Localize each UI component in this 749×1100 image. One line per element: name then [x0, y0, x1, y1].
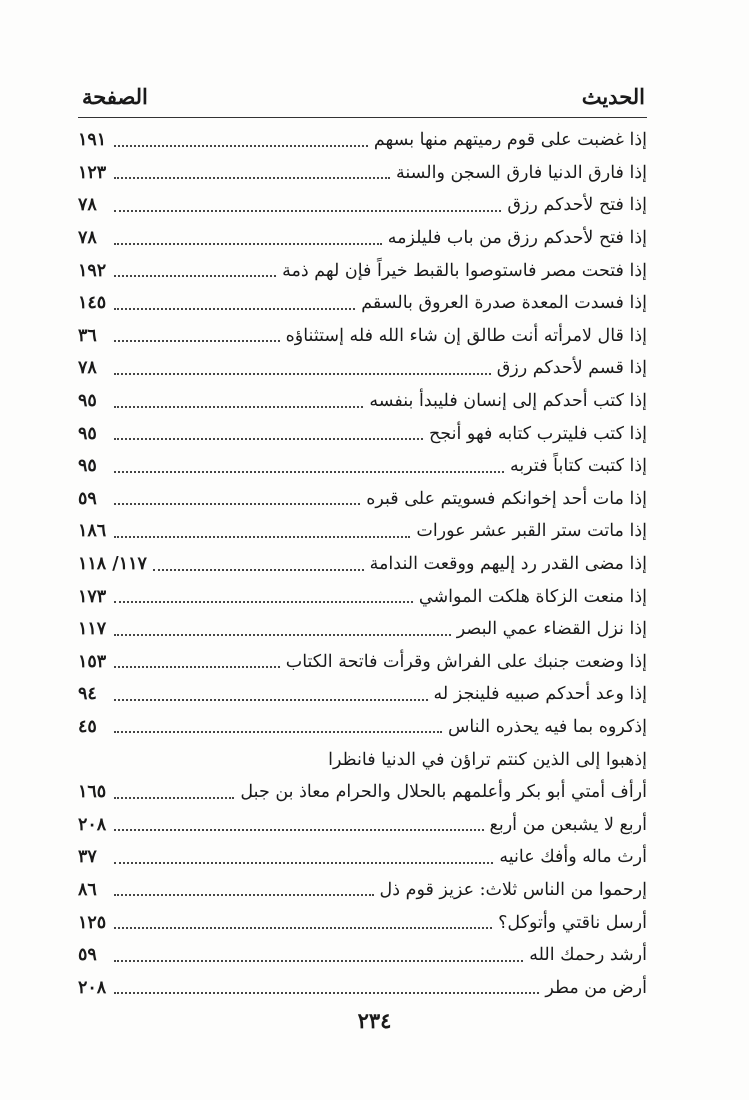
- page-reference: ١٦٥: [78, 782, 107, 803]
- dot-leader: [114, 242, 382, 245]
- dot-leader: [114, 893, 374, 896]
- dot-leader: [114, 698, 428, 701]
- dot-leader: [114, 144, 368, 147]
- page-column-header: الصفحة: [82, 84, 148, 109]
- page-number: ٢٣٤: [357, 1008, 392, 1033]
- dot-leader: [153, 568, 364, 571]
- page-reference: ١٧٣: [78, 586, 107, 607]
- hadith-text: إذا فتح لأحدكم رزق من باب فليلزمه: [387, 228, 647, 249]
- page-reference: ١٩١: [78, 130, 107, 151]
- dot-leader: [114, 372, 491, 375]
- page-reference: ٧٨: [78, 358, 97, 379]
- dot-leader: [114, 535, 410, 538]
- hadith-text: إذكروه بما فيه يحذره الناس: [447, 716, 647, 737]
- index-entry: [78, 776, 647, 809]
- hadith-column-header: الحديث: [581, 84, 645, 109]
- hadith-text: إذا كتب فليترب كتابه فهو أنجح: [429, 423, 647, 444]
- hadith-text: إذا نزل القضاء عمي البصر: [456, 619, 647, 640]
- hadith-index-list: [78, 124, 647, 1004]
- hadith-text: إذا ماتت ستر القبر عشر عورات: [416, 521, 647, 542]
- index-entry: [78, 385, 647, 418]
- index-entry: [78, 222, 647, 255]
- hadith-text: إذا فتح لأحدكم رزق: [507, 195, 647, 216]
- page-reference: ١٩٢: [78, 260, 107, 281]
- page-reference: ٧٨: [78, 195, 97, 216]
- index-entry: [78, 254, 647, 287]
- hadith-text: إذا منعت الزكاة هلكت المواشي: [418, 586, 647, 607]
- index-entry: [78, 580, 647, 613]
- index-entry: [78, 646, 647, 679]
- hadith-text: إذا فارق الدنيا فارق السجن والسنة: [396, 162, 647, 183]
- dot-leader: [114, 991, 539, 994]
- page-reference: ٩٥: [78, 391, 97, 412]
- index-entry: [78, 189, 647, 222]
- index-entry: [78, 874, 647, 907]
- page-reference: ١٢٥: [78, 912, 107, 933]
- hadith-text: إرحموا من الناس ثلاث: عزيز قوم ذل: [379, 879, 647, 900]
- dot-leader: [114, 959, 523, 962]
- dot-leader: [114, 796, 234, 799]
- index-entry: [78, 157, 647, 190]
- dot-leader: [114, 764, 322, 765]
- dot-leader: [114, 339, 280, 342]
- index-entry: [78, 678, 647, 711]
- hadith-text: أرشد رحمك الله: [529, 945, 647, 966]
- hadith-text: أرسل ناقتي وأتوكل؟: [498, 912, 647, 933]
- index-entry: [78, 450, 647, 483]
- hadith-text: إذا وعد أحدكم صبيه فلينجز له: [433, 684, 647, 705]
- dot-leader: [114, 730, 442, 733]
- index-entry: [78, 320, 647, 353]
- hadith-text: إذا قال لامرأته أنت طالق إن شاء الله فله إستثناؤه: [285, 325, 647, 346]
- header-divider: [78, 117, 647, 118]
- index-entry: [78, 841, 647, 874]
- hadith-text: إذا قسم لأحدكم رزق: [496, 358, 647, 379]
- dot-leader: [114, 437, 423, 440]
- page-reference: ٩٤: [78, 684, 97, 705]
- index-entry: [78, 417, 647, 450]
- page-reference: ٣٧: [78, 847, 97, 868]
- hadith-text: إذا مضى القدر رد إليهم ووقعت الندامة: [369, 554, 647, 575]
- page-reference: ٩٥: [78, 456, 97, 477]
- dot-leader: [114, 176, 390, 179]
- hadith-text: أرض من مطر: [545, 977, 647, 998]
- page-reference: ١١٧: [78, 619, 107, 640]
- hadith-text: إذا كتبت كتاباً فتربه: [510, 456, 647, 477]
- index-entry: [78, 808, 647, 841]
- hadith-text: إذا وضعت جنبك على الفراش وقرأت فاتحة الكتاب: [285, 651, 647, 672]
- page-reference: ٧٨: [78, 228, 97, 249]
- dot-leader: [114, 665, 280, 668]
- hadith-text: إذا فتحت مصر فاستوصوا بالقبط خيراً فإن لهم ذمة: [282, 260, 647, 281]
- page-reference: ١٨٦: [78, 521, 107, 542]
- index-entry: [78, 515, 647, 548]
- page-reference: ٥٩: [78, 488, 97, 509]
- dot-leader: [114, 274, 276, 277]
- dot-leader: [114, 307, 355, 310]
- hadith-text: إذهبوا إلى الذين كنتم تراؤن في الدنيا فانظرا: [328, 749, 647, 770]
- hadith-text: أرأف أمتي أبو بكر وأعلمهم بالحلال والحرام معاذ بن جبل: [240, 782, 647, 803]
- page-reference: ٢٠٨: [78, 977, 107, 998]
- index-entry: [78, 352, 647, 385]
- index-entry: [78, 613, 647, 646]
- dot-leader: [114, 405, 363, 408]
- index-entry: [78, 483, 647, 516]
- index-entry: [78, 711, 647, 744]
- dot-leader: [114, 600, 413, 603]
- hadith-text: أرث ماله وأفك عانيه: [499, 847, 647, 868]
- page-reference: ١٥٣: [78, 651, 107, 672]
- hadith-text: إذا مات أحد إخوانكم فسويتم على قبره: [366, 488, 647, 509]
- page-reference: ٩٥: [78, 423, 97, 444]
- page-reference: ٨٦: [78, 879, 97, 900]
- dot-leader: [114, 209, 501, 212]
- page-reference: ١٤٥: [78, 293, 107, 314]
- index-entry: [78, 971, 647, 1004]
- page-reference: ٤٥: [78, 716, 97, 737]
- dot-leader: [114, 633, 451, 636]
- hadith-text: إذا كتب أحدكم إلى إنسان فليبدأ بنفسه: [369, 391, 647, 412]
- dot-leader: [114, 502, 360, 505]
- page-reference: ٥٩: [78, 945, 97, 966]
- dot-leader: [114, 828, 484, 831]
- index-entry: [78, 906, 647, 939]
- page-reference: ٣٦: [78, 325, 97, 346]
- hadith-text: إذا غضبت على قوم رميتهم منها بسهم: [373, 130, 647, 151]
- dot-leader: [114, 926, 492, 929]
- hadith-text: إذا فسدت المعدة صدرة العروق بالسقم: [361, 293, 647, 314]
- hadith-text: أربع لا يشبعن من أربع: [489, 814, 647, 835]
- page-reference: ٢٠٨: [78, 814, 107, 835]
- index-entry: [78, 743, 647, 776]
- dot-leader: [114, 470, 504, 473]
- page-reference: ١١٧/ ١١٨: [78, 554, 147, 575]
- index-entry: [78, 124, 647, 157]
- dot-leader: [114, 861, 493, 864]
- page-reference: ١٢٣: [78, 162, 107, 183]
- index-entry: [78, 939, 647, 972]
- index-entry: [78, 548, 647, 581]
- index-entry: [78, 287, 647, 320]
